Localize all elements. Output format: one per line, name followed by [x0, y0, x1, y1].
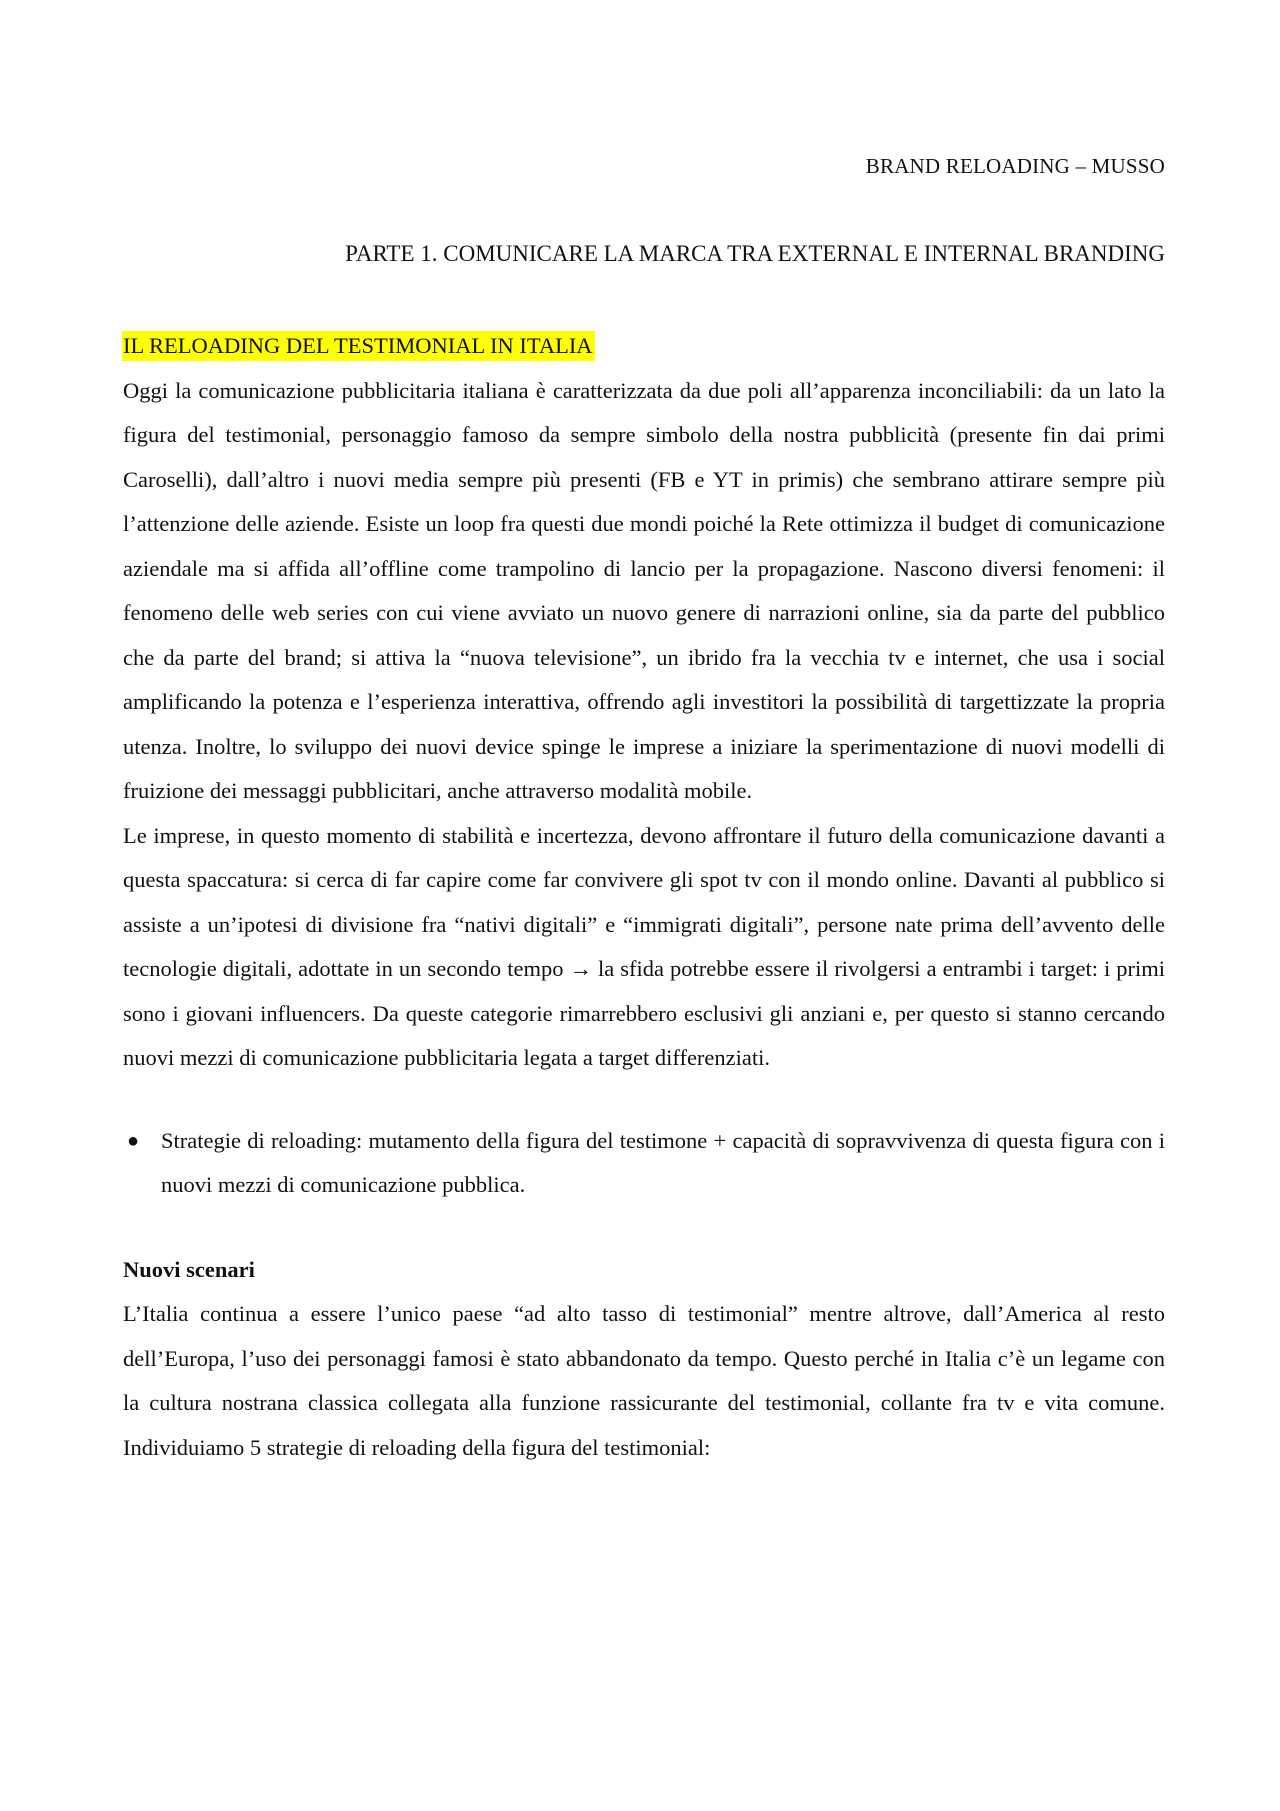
body-paragraph-2: Le imprese, in questo momento di stabilità e incertezza, devono affrontare il futuro della comunicazione davanti a questa spaccatura: si cerca di far capire come far convivere gli spot tv con il mondo online. Davanti al pubblico si assiste a un’ipotesi di divisione fra “nativi digitali” e “immigrati digitali”, persone nate prima dell’avvento delle tecnologie digitali, adottate in un secondo tempo → la sfida potrebbe essere il rivolgersi a entrambi i target: i primi sono i giovani influencers. Da queste categorie rimarrebbero esclusivi gli anziani e, per questo si stanno cercando nuovi mezzi di comunicazione pubblicitaria legata a target differenziati.	[123, 822, 1165, 1070]
section-title: IL RELOADING DEL TESTIMONIAL IN ITALIA	[122, 331, 595, 361]
document-header: BRAND RELOADING – MUSSO	[865, 154, 1165, 178]
subsection-paragraph: L’Italia continua a essere l’unico paese “ad alto tasso di testimonial” mentre altrove, dall’America al resto dell’Europa, l’uso dei personaggi famosi è stato abbandonato da tempo. Questo perché in Italia c’è un legame con la cultura nostrana classica collegata alla funzione rassicurante del testimonial, collante fra tv e vita comune. Individuiamo 5 strategie di reloading della figura del testimonial:	[123, 1301, 1165, 1460]
subsection-title: Nuovi scenari	[123, 1256, 255, 1282]
body-paragraph-1: Oggi la comunicazione pubblicitaria italiana è caratterizzata da due poli all’apparenza inconciliabili: da un lato la figura del testimonial, personaggio famoso da sempre simbolo della nostra pubblicità (presente fin dai primi Caroselli), dall’altro i nuovi media sempre più presenti (FB e YT in primis) che sembrano attirare sempre più l’attenzione delle aziende. Esiste un loop fra questi due mondi poiché la Rete ottimizza il budget di comunicazione aziendale ma si affida all’offline come trampolino di lancio per la propagazione. Nascono diversi fenomeni: il fenomeno delle web series con cui viene avviato un nuovo genere di narrazioni online, sia da parte del pubblico che da parte del brand; si attiva la “nuova televisione”, un ibrido fra la vecchia tv e internet, che usa i social amplificando la potenza e l’esperienza interattiva, offrendo agli investitori la possibilità di targettizzate la propria utenza. Inoltre, lo sviluppo dei nuovi device spinge le imprese a iniziare la sperimentazione di nuovi modelli di fruizione dei messaggi pubblicitari, anche attraverso modalità mobile.	[123, 377, 1165, 803]
part-title: PARTE 1. COMUNICARE LA MARCA TRA EXTERNAL E INTERNAL BRANDING	[345, 241, 1165, 266]
bullet-list	[123, 1119, 1165, 1208]
section-title-row	[123, 324, 1165, 369]
bullet-dot-icon: ●	[127, 1129, 140, 1152]
list-item	[123, 1119, 1165, 1208]
list-item-text: Strategie di reloading: mutamento della figura del testimone + capacità di sopravvivenza di questa figura con i nuovi mezzi di comunicazione pubblica.	[161, 1127, 1165, 1197]
document-body	[123, 324, 1165, 1470]
